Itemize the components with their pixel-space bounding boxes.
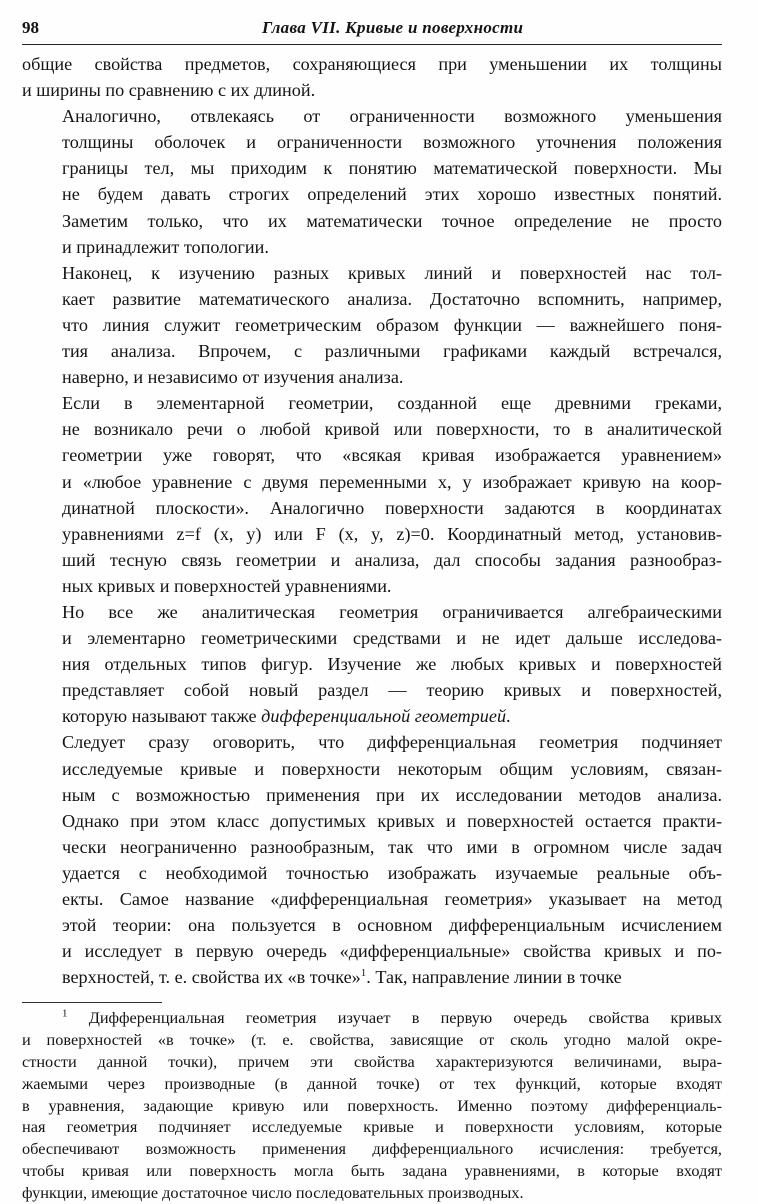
footnote-line: чтобы кривая или поверхность могла быть задана уравнениями, в которые входят	[22, 1160, 722, 1180]
paragraph	[22, 729, 722, 990]
footnote-marker: 1	[62, 1007, 68, 1020]
text-line: удается с необходимой точностью изображать изучаемые реальные объ-	[62, 862, 722, 883]
text-line: и элементарно геометрическими средствами и не идет дальше исследова-	[62, 628, 722, 649]
text-line: екты. Самое название «дифференциальная геометрия» указывает на метод	[62, 889, 722, 909]
footnote-ref: 1	[360, 967, 367, 980]
footnote-line: функции, имеющие достаточное число последовательных производных.	[22, 1182, 524, 1202]
tail-text: которую называют также	[62, 706, 262, 727]
footnote-divider	[22, 1002, 162, 1003]
text-line: кает развитие математического анализа. Достаточно вспомнить, например,	[62, 288, 722, 309]
text-line: Заметим только, что их математически точное определение не просто	[62, 210, 722, 231]
footnote-line: стности данной точки), причем эти свойства характеризуются величинами, выра-	[22, 1051, 722, 1071]
text-line: Наконец, к изучению разных кривых линий и поверхностей нас тол-	[62, 262, 722, 283]
text-line: границы тел, мы приходим к понятию математической поверхности. Мы	[62, 158, 722, 179]
footnote-line: и поверхностей «в точке» (т. е. свойства, зависящие от сколь угодно малой окре-	[22, 1030, 722, 1050]
tail-text: верхностей, т. е. свойства их «в точке»	[62, 967, 361, 988]
text-line: представляет собой новый раздел — теорию кривых и поверхностей,	[62, 680, 722, 701]
text-line: геометрии уже говорят, что «всякая кривая изображается уравнением»	[62, 445, 722, 466]
italic-term: дифференциальной геометрией	[261, 706, 507, 727]
text-line: не возникало речи о любой кривой или поверхности, то в аналитической	[62, 419, 722, 440]
text-line: толщины оболочек и ограниченности возможного уточнения положения	[62, 132, 722, 153]
text-line: Если в элементарной геометрии, созданной еще древними греками,	[62, 393, 722, 414]
text-line: не будем давать строгих определений этих хорошо известных понятий.	[62, 184, 722, 205]
text-line: и принадлежит топологии.	[62, 236, 269, 257]
text-line: и «любое уравнение с двумя переменными x, y изображает кривую на коор-	[62, 471, 722, 492]
footnote-line: обеспечивают возможность применения дифференциального исчисления: требуется,	[22, 1139, 722, 1159]
page-number: 98	[22, 18, 39, 37]
paragraph	[22, 599, 722, 729]
text-line: динатной плоскости». Аналогично поверхности задаются в координатах	[62, 497, 722, 518]
tail-end: .	[506, 706, 511, 727]
tail-end: . Так, направление линии в точке	[366, 967, 622, 988]
text-line: чески неограниченно разнообразным, так что ими в огромном числе задач	[62, 836, 722, 857]
text-line: Аналогично, отвлекаясь от ограниченности возможного уменьшения	[62, 106, 722, 127]
footnote-line	[22, 1007, 722, 1029]
text-line: Однако при этом класс допустимых кривых и поверхностей остается практи-	[62, 810, 722, 831]
text-line	[22, 964, 722, 990]
footnotes	[22, 1007, 722, 1203]
page-header	[22, 14, 722, 45]
paragraph	[22, 103, 722, 260]
text-line: что линия служит геометрическим образом функции — важнейшего поня-	[62, 314, 722, 335]
page-body	[22, 51, 722, 990]
text-line: этой теории: она пользуется в основном дифференциальным исчислением	[62, 915, 722, 936]
text-line: ший тесную связь геометрии и анализа, дал способы задания разнообраз-	[62, 549, 722, 570]
footnote-line: жаемыми через производные (в данной точке) от тех функций, которые входят	[22, 1073, 722, 1093]
text-line: исследуемые кривые и поверхности некоторым общим условиям, связан-	[62, 758, 722, 779]
book-page	[22, 14, 722, 1204]
text-line: и исследует в первую очередь «дифференциальные» свойства кривых и по-	[62, 941, 722, 962]
text-line: Но все же аналитическая геометрия ограничивается алгебраическими	[62, 601, 722, 622]
text-line: ния отдельных типов фигур. Изучение же любых кривых и поверхностей	[62, 654, 722, 675]
text-line: ных кривых и поверхностей уравнениями.	[62, 575, 392, 596]
paragraph	[22, 390, 722, 599]
text-line	[22, 703, 722, 729]
text-line: уравнениями z=f (x, y) или F (x, y, z)=0. Координатный метод, установив-	[62, 523, 722, 544]
paragraph	[22, 51, 722, 103]
paragraph	[22, 260, 722, 390]
footnote-text: Дифференциальная геометрия изучает в первую очередь свойства кривых	[67, 1008, 722, 1028]
footnote-line: в уравнения, задающие кривую или поверхность. Именно поэтому дифференциаль-	[22, 1095, 722, 1115]
text-line: общие свойства предметов, сохраняющиеся при уменьшении их толщины	[22, 54, 722, 74]
text-line: тия анализа. Впрочем, с различными графиками каждый встречался,	[62, 341, 722, 362]
text-line: Следует сразу оговорить, что дифференциальная геометрия подчиняет	[62, 732, 722, 753]
text-line: наверно, и независимо от изучения анализа.	[62, 367, 404, 388]
running-title: Глава VII. Кривые и поверхности	[262, 18, 524, 37]
text-line: и ширины по сравнению с их длиной.	[22, 80, 316, 101]
footnote-line: ная геометрия подчиняет исследуемые кривые и поверхности условиям, которые	[22, 1117, 722, 1137]
text-line: ным с возможностью применения при их исследовании методов анализа.	[62, 784, 722, 805]
footnote	[22, 1007, 722, 1203]
